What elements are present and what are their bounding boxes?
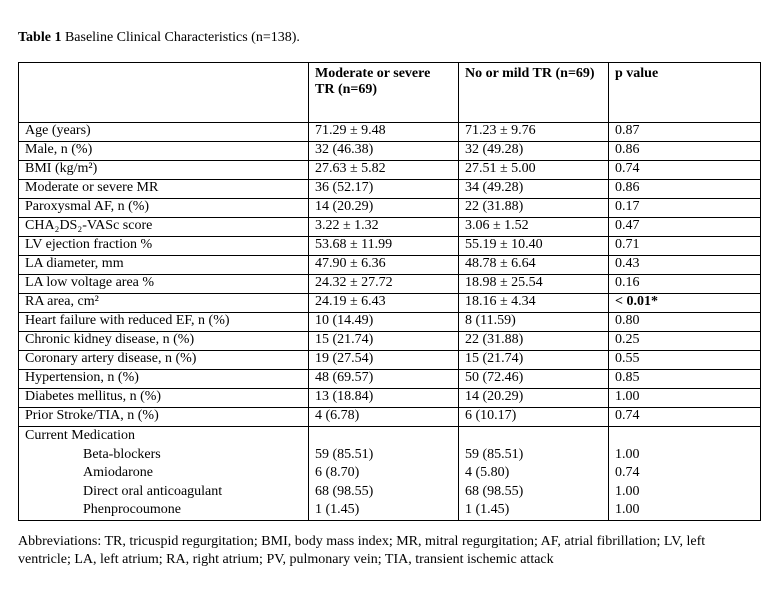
no-mild-value-cell: 32 (49.28) (459, 142, 609, 161)
medication-title: Current Medication (25, 428, 136, 443)
table-row (19, 389, 761, 408)
moderate-severe-value-cell: 10 (14.49) (309, 313, 459, 332)
p-value-cell: 0.87 (609, 123, 761, 142)
moderate-severe-value-cell: 15 (21.74) (309, 332, 459, 351)
table-row (19, 294, 761, 313)
row-label-cell: Coronary artery disease, n (%) (19, 351, 309, 370)
table-row (19, 313, 761, 332)
table-row (19, 199, 761, 218)
p-value-cell: 0.55 (609, 351, 761, 370)
medication-moderate-severe-cell (309, 427, 459, 521)
moderate-severe-value-cell: 32 (46.38) (309, 142, 459, 161)
medication-moderate-severe-value: 1 (1.45) (315, 502, 360, 517)
header-cell-empty (19, 63, 309, 123)
row-label-cell: Age (years) (19, 123, 309, 142)
abbreviations-note: Abbreviations: TR, tricuspid regurgitation; BMI, body mass index; MR, mitral regurgitation; AF, atrial fibrillation; LV, left ventricle; LA, left atrium; RA, right atrium; PV, pulmonary vein; TIA, transient ischemic attack (18, 534, 706, 567)
p-value-cell: 0.71 (609, 237, 761, 256)
row-label-cell: LA low voltage area % (19, 275, 309, 294)
table-row (19, 351, 761, 370)
medication-moderate-severe-value: 68 (98.55) (315, 483, 374, 499)
table-row (19, 123, 761, 142)
moderate-severe-value-cell: 53.68 ± 11.99 (309, 237, 459, 256)
no-mild-value-cell: 18.16 ± 4.34 (459, 294, 609, 313)
row-label-cell: Hypertension, n (%) (19, 370, 309, 389)
p-value-cell: 0.80 (609, 313, 761, 332)
no-mild-value-cell: 27.51 ± 5.00 (459, 161, 609, 180)
medication-no-mild-value: 4 (5.80) (465, 465, 510, 480)
moderate-severe-value-cell: 48 (69.57) (309, 370, 459, 389)
p-value-cell: 0.47 (609, 218, 761, 237)
medication-no-mild-cell (459, 427, 609, 521)
header-cell-no-mild-tr: No or mild TR (n=69) (459, 63, 609, 123)
table-body (19, 63, 761, 521)
no-mild-value-cell: 14 (20.29) (459, 389, 609, 408)
medication-p-value: 0.74 (615, 465, 640, 480)
row-label-cell: Prior Stroke/TIA, n (%) (19, 408, 309, 427)
table-row (19, 332, 761, 351)
p-value-cell: 0.86 (609, 180, 761, 199)
p-value-cell: 0.17 (609, 199, 761, 218)
row-label-cell: BMI (kg/m²) (19, 161, 309, 180)
table-row (19, 256, 761, 275)
medication-item-label: Direct oral anticoagulant (83, 483, 223, 499)
header-cell-p-value: p value (609, 63, 761, 123)
moderate-severe-value-cell: 4 (6.78) (309, 408, 459, 427)
table-row (19, 180, 761, 199)
moderate-severe-value-cell: 14 (20.29) (309, 199, 459, 218)
row-label-cell: Heart failure with reduced EF, n (%) (19, 313, 309, 332)
medication-spacer (315, 427, 452, 446)
moderate-severe-value-cell: 47.90 ± 6.36 (309, 256, 459, 275)
row-label-cell: Paroxysmal AF, n (%) (19, 199, 309, 218)
table-caption (18, 30, 300, 46)
p-value-cell: 0.85 (609, 370, 761, 389)
p-value-cell: < 0.01* (609, 294, 761, 313)
medication-item-label: Amiodarone (83, 465, 153, 480)
p-value-cell: 0.74 (609, 161, 761, 180)
table-header-row (19, 63, 761, 123)
no-mild-value-cell: 22 (31.88) (459, 332, 609, 351)
medication-no-mild-value: 59 (85.51) (465, 446, 524, 462)
table-row (19, 218, 761, 237)
medication-no-mild-value: 1 (1.45) (465, 502, 510, 517)
moderate-severe-value-cell: 27.63 ± 5.82 (309, 161, 459, 180)
row-label-cell: RA area, cm² (19, 294, 309, 313)
no-mild-value-cell: 50 (72.46) (459, 370, 609, 389)
no-mild-value-cell: 18.98 ± 25.54 (459, 275, 609, 294)
moderate-severe-value-cell: 24.19 ± 6.43 (309, 294, 459, 313)
table-row (19, 408, 761, 427)
medication-moderate-severe-value: 6 (8.70) (315, 465, 360, 480)
header-cell-moderate-severe-tr: Moderate or severe TR (n=69) (309, 63, 459, 123)
p-value-cell: 0.86 (609, 142, 761, 161)
row-label-cell: LV ejection fraction % (19, 237, 309, 256)
row-label-cell: Diabetes mellitus, n (%) (19, 389, 309, 408)
no-mild-value-cell: 55.19 ± 10.40 (459, 237, 609, 256)
no-mild-value-cell: 15 (21.74) (459, 351, 609, 370)
p-value-cell: 0.43 (609, 256, 761, 275)
no-mild-value-cell: 48.78 ± 6.64 (459, 256, 609, 275)
medication-row (19, 427, 761, 521)
medication-p-value: 1.00 (615, 483, 640, 499)
medication-spacer (465, 427, 602, 446)
moderate-severe-value-cell: 71.29 ± 9.48 (309, 123, 459, 142)
p-value-cell: 0.25 (609, 332, 761, 351)
table-row (19, 237, 761, 256)
p-value-cell: 0.74 (609, 408, 761, 427)
moderate-severe-value-cell: 3.22 ± 1.32 (309, 218, 459, 237)
p-value-cell: 1.00 (609, 389, 761, 408)
no-mild-value-cell: 22 (31.88) (459, 199, 609, 218)
medication-p-value-cell (609, 427, 761, 521)
no-mild-value-cell: 34 (49.28) (459, 180, 609, 199)
table-row (19, 370, 761, 389)
baseline-characteristics-table (18, 62, 761, 521)
table-row (19, 142, 761, 161)
row-label-cell: LA diameter, mm (19, 256, 309, 275)
table-row (19, 161, 761, 180)
table-caption-text: Baseline Clinical Characteristics (n=138). (61, 30, 300, 45)
no-mild-value-cell: 8 (11.59) (459, 313, 609, 332)
table-caption-label: Table 1 (18, 30, 62, 45)
row-label-cell: Male, n (%) (19, 142, 309, 161)
p-value-cell: 0.16 (609, 275, 761, 294)
row-label-cell: CHA₂DS₂-VASc score (19, 218, 309, 237)
row-label-cell: Moderate or severe MR (19, 180, 309, 199)
medication-p-value: 1.00 (615, 502, 640, 517)
medication-p-value: 1.00 (615, 446, 640, 462)
medication-item-label: Beta-blockers (83, 446, 161, 462)
medication-spacer (615, 427, 754, 446)
medication-no-mild-value: 68 (98.55) (465, 483, 524, 499)
moderate-severe-value-cell: 13 (18.84) (309, 389, 459, 408)
medication-moderate-severe-value: 59 (85.51) (315, 446, 374, 462)
no-mild-value-cell: 3.06 ± 1.52 (459, 218, 609, 237)
moderate-severe-value-cell: 36 (52.17) (309, 180, 459, 199)
medication-item-label: Phenprocoumone (83, 502, 181, 517)
medication-label-cell (19, 427, 309, 521)
no-mild-value-cell: 6 (10.17) (459, 408, 609, 427)
table-row (19, 275, 761, 294)
no-mild-value-cell: 71.23 ± 9.76 (459, 123, 609, 142)
row-label-cell: Chronic kidney disease, n (%) (19, 332, 309, 351)
moderate-severe-value-cell: 24.32 ± 27.72 (309, 275, 459, 294)
moderate-severe-value-cell: 19 (27.54) (309, 351, 459, 370)
